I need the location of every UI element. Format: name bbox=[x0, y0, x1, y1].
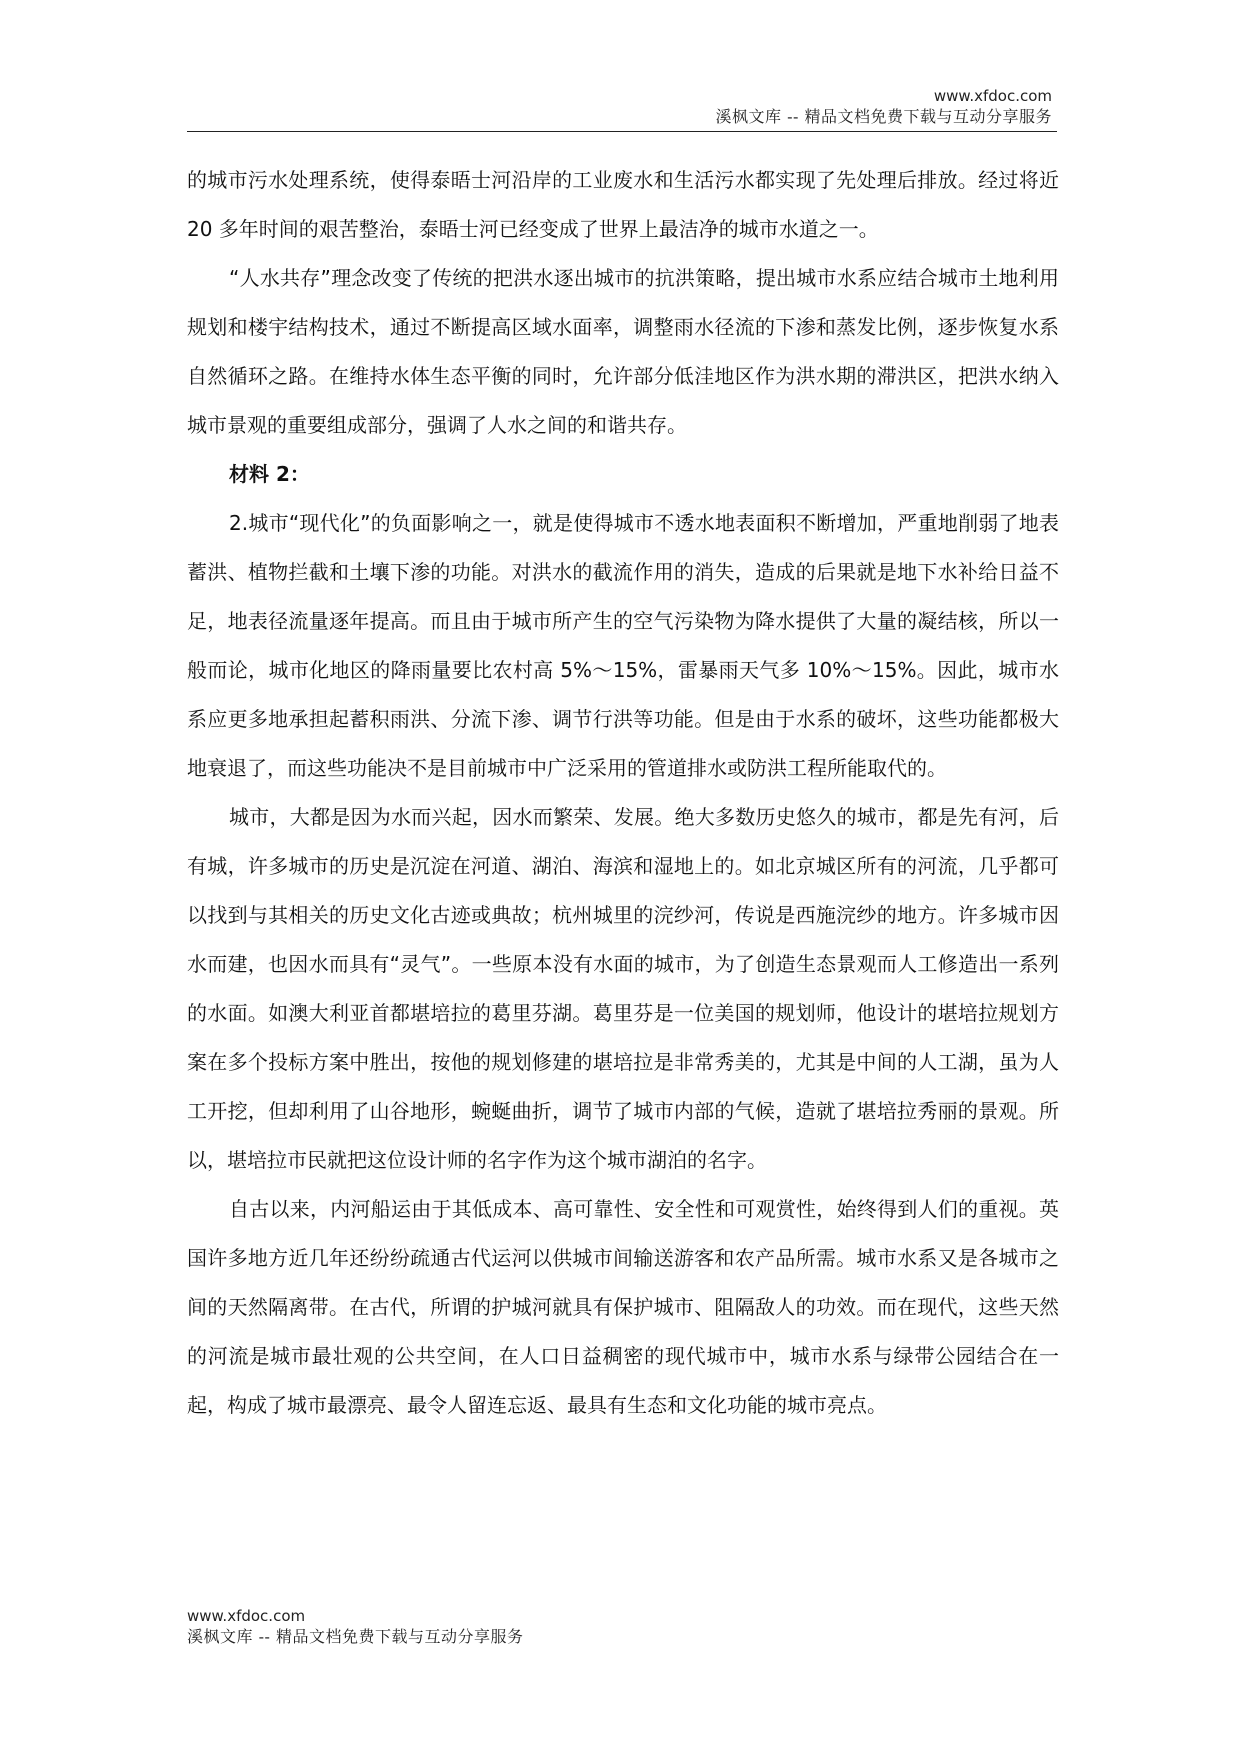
section-heading-material-2: 材料 2： bbox=[229, 462, 310, 486]
footer-tagline: 溪枫文库 -- 精品文档免费下载与互动分享服务 bbox=[187, 1627, 524, 1646]
header-divider bbox=[187, 131, 1057, 132]
paragraph-coexistence: “人水共存”理念改变了传统的把洪水逐出城市的抗洪策略，提出城市水系应结合城市土地利用规划和楼宇结构技术，通过不断提高区域水面率，调整雨水径流的下渗和蒸发比例，逐步恢复水系自然循环之路。在维持水体生态平衡的同时，允许部分低洼地区作为洪水期的滞洪区，把洪水纳入城市景观的重要组成部分，强调了人水之间的和谐共存。 bbox=[187, 266, 1059, 437]
header-tagline: 溪枫文库 -- 精品文档免费下载与互动分享服务 bbox=[715, 107, 1052, 126]
page-header bbox=[716, 86, 1053, 128]
document-body bbox=[187, 156, 1059, 1430]
footer-url: www.xfdoc.com bbox=[187, 1607, 306, 1625]
paragraph-continuation: 的城市污水处理系统，使得泰晤士河沿岸的工业废水和生活污水都实现了先处理后排放。经过将近 20 多年时间的艰苦整治，泰晤士河已经变成了世界上最洁净的城市水道之一。 bbox=[187, 168, 1059, 241]
page-footer bbox=[187, 1606, 524, 1648]
paragraph-river-shipping: 自古以来，内河船运由于其低成本、高可靠性、安全性和可观赏性，始终得到人们的重视。英国许多地方近几年还纷纷疏通古代运河以供城市间输送游客和农产品所需。城市水系又是各城市之间的天然隔离带。在古代，所谓的护城河就具有保护城市、阻隔敌人的功效。而在现代，这些天然的河流是城市最壮观的公共空间，在人口日益稠密的现代城市中，城市水系与绿带公园结合在一起，构成了城市最漂亮、最令人留连忘返、最具有生态和文化功能的城市亮点。 bbox=[187, 1197, 1059, 1417]
paragraph-city-water: 城市，大都是因为水而兴起，因水而繁荣、发展。绝大多数历史悠久的城市，都是先有河，后有城，许多城市的历史是沉淀在河道、湖泊、海滨和湿地上的。如北京城区所有的河流，几乎都可以找到与其相关的历史文化古迹或典故；杭州城里的浣纱河，传说是西施浣纱的地方。许多城市因水而建，也因水而具有“灵气”。一些原本没有水面的城市，为了创造生态景观而人工修造出一系列的水面。如澳大利亚首都堪培拉的葛里芬湖。葛里芬是一位美国的规划师，他设计的堪培拉规划方案在多个投标方案中胜出，按他的规划修建的堪培拉是非常秀美的，尤其是中间的人工湖，虽为人工开挖，但却利用了山谷地形，蜿蜒曲折，调节了城市内部的气候，造就了堪培拉秀丽的景观。所以，堪培拉市民就把这位设计师的名字作为这个城市湖泊的名字。 bbox=[187, 805, 1059, 1172]
paragraph-modernization: 2.城市“现代化”的负面影响之一，就是使得城市不透水地表面积不断增加，严重地削弱了地表蓄洪、植物拦截和土壤下渗的功能。对洪水的截流作用的消失，造成的后果就是地下水补给日益不足，地表径流量逐年提高。而且由于城市所产生的空气污染物为降水提供了大量的凝结核，所以一般而论，城市化地区的降雨量要比农村高 5%～15%，雷暴雨天气多 10%～15%。因此，城市水系应更多地承担起蓄积雨洪、分流下渗、调节行洪等功能。但是由于水系的破坏，这些功能都极大地衰退了，而这些功能决不是目前城市中广泛采用的管道排水或防洪工程所能取代的。 bbox=[187, 511, 1059, 780]
header-url: www.xfdoc.com bbox=[933, 87, 1052, 105]
